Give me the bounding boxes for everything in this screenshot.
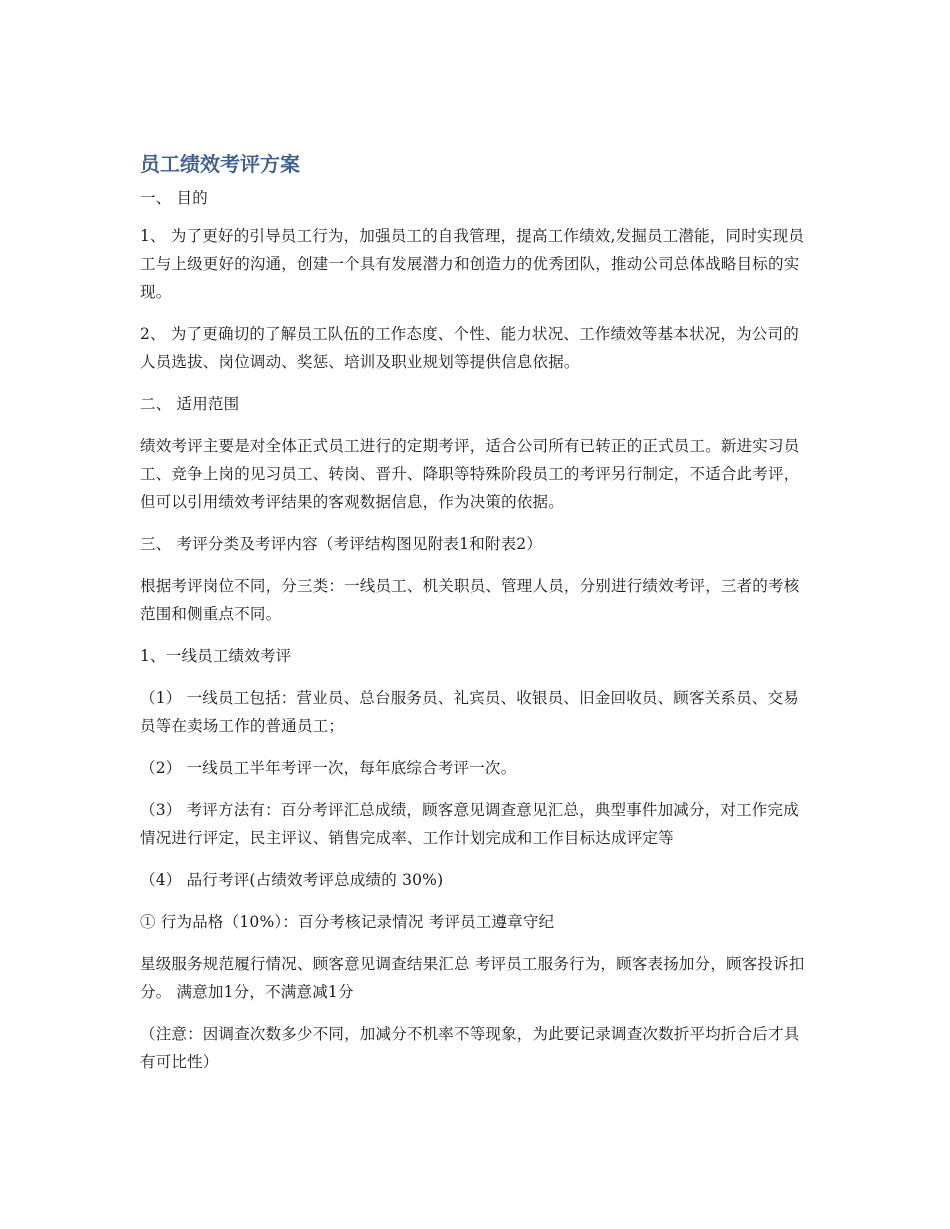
section-heading-categories: 三、 考评分类及考评内容（考评结构图见附表1和附表2）	[140, 535, 543, 553]
list-item-4: （4） 品行考评(占绩效考评总成绩的 30%)	[140, 871, 444, 889]
list-item-2: （2） 一线员工半年考评一次，每年底综合考评一次。	[140, 759, 517, 777]
paragraph-scope: 绩效考评主要是对全体正式员工进行的定期考评，适合公司所有已转正的正式员工。新进实习员工、竞争上岗的见习员工、转岗、晋升、降职等特殊阶段员工的考评另行制定，不适合此考评，但可以引用绩效考评结果的客观数据信息，作为决策的依据。	[140, 437, 800, 511]
paragraph-note: （注意：因调查次数多少不同，加减分不机率不等现象，为此要记录调查次数折平均折合后才具有可比性）	[140, 1025, 800, 1071]
document-title: 员工绩效考评方案	[140, 152, 300, 176]
list-item-1: （1） 一线员工包括：营业员、总台服务员、礼宾员、收银员、旧金回收员、顾客关系员、交易员等在卖场工作的普通员工；	[140, 689, 799, 735]
list-item-3: （3） 考评方法有：百分考评汇总成绩，顾客意见调查意见汇总，典型事件加减分，对工作完成情况进行评定，民主评议、销售完成率、工作计划完成和工作目标达成评定等	[140, 801, 799, 847]
document-page	[140, 148, 812, 1090]
paragraph-star-service: 星级服务规范履行情况、顾客意见调查结果汇总 考评员工服务行为，顾客表扬加分，顾客投诉扣分。 满意加1分，不满意减1分	[140, 955, 805, 1001]
section-heading-scope: 二、 适用范围	[140, 395, 240, 413]
section-heading-purpose: 一、 目的	[140, 189, 208, 207]
paragraph-purpose-1: 1、 为了更好的引导员工行为，加强员工的自我管理，提高工作绩效,发掘员工潜能，同时实现员工与上级更好的沟通，创建一个具有发展潜力和创造力的优秀团队，推动公司总体战略目标的实现。	[140, 227, 805, 301]
list-item-behavior: ① 行为品格（10%）：百分考核记录情况 考评员工遵章守纪	[140, 913, 555, 931]
paragraph-categories: 根据考评岗位不同，分三类：一线员工、机关职员、管理人员，分别进行绩效考评，三者的考核范围和侧重点不同。	[140, 577, 800, 623]
subheading-frontline: 1、一线员工绩效考评	[140, 647, 292, 665]
paragraph-purpose-2: 2、 为了更确切的了解员工队伍的工作态度、个性、能力状况、工作绩效等基本状况，为公司的人员选拔、岗位调动、奖惩、培训及职业规划等提供信息依据。	[140, 325, 799, 371]
